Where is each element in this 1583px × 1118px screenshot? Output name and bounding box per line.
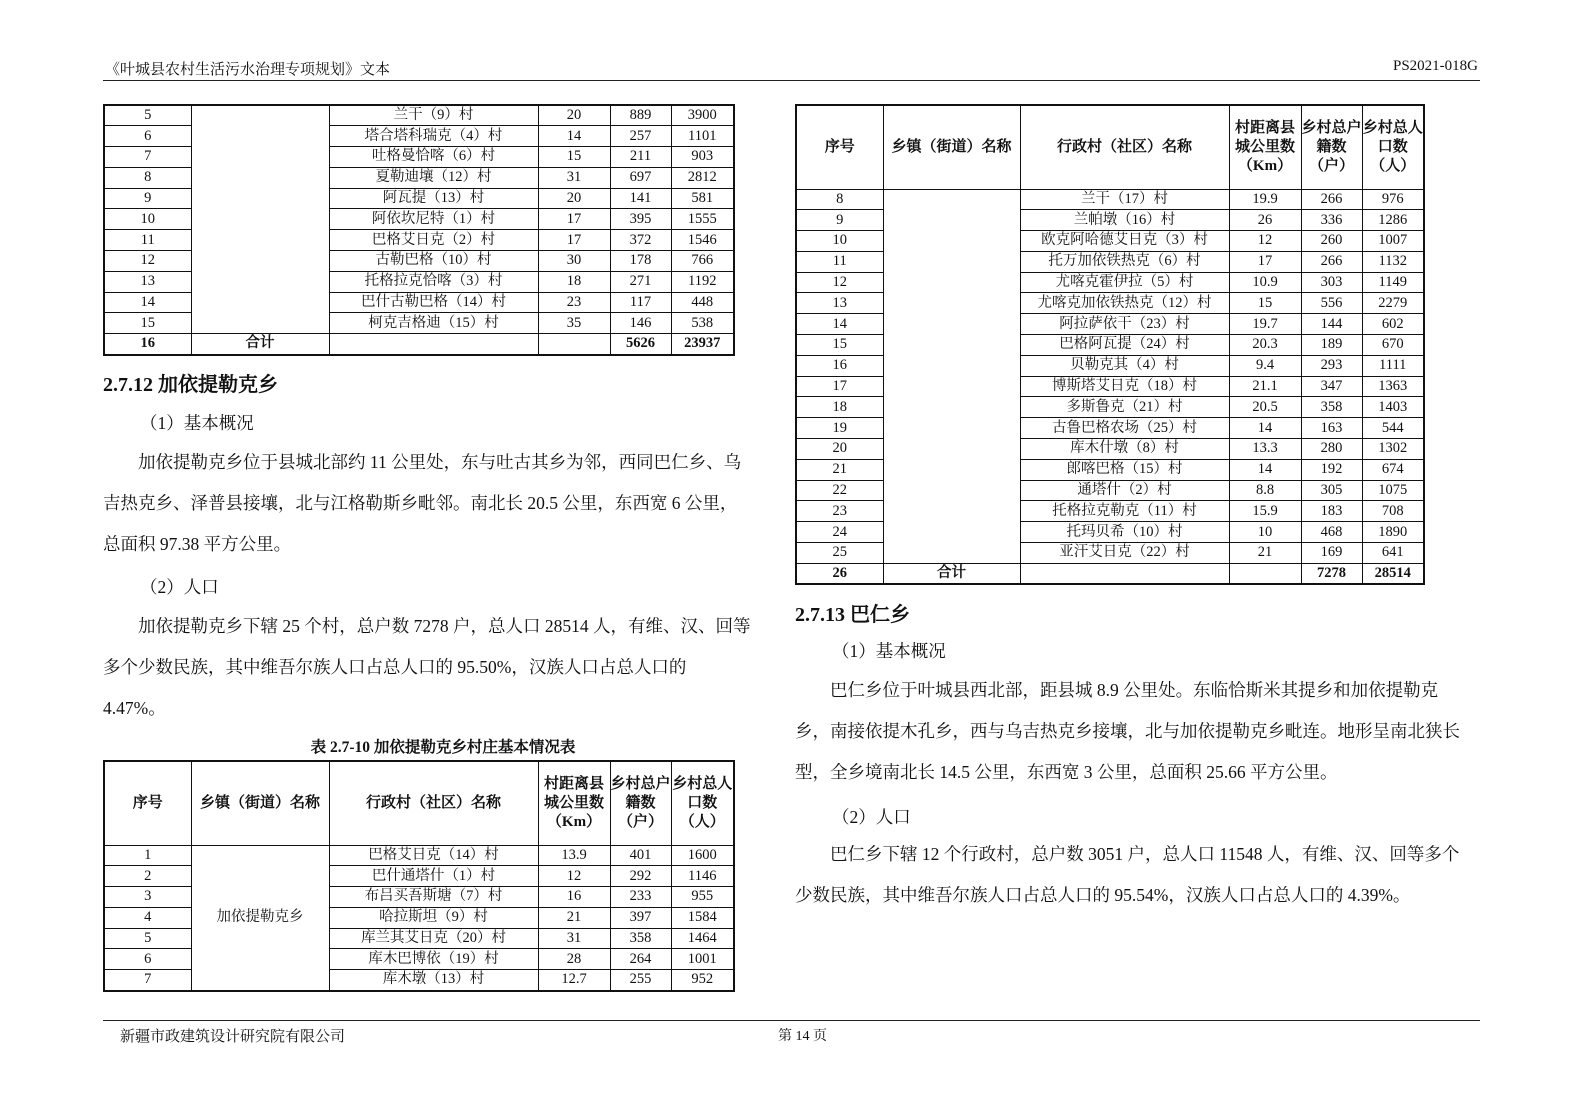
row-number: 9 <box>104 188 191 209</box>
distance-km: 21 <box>538 907 610 928</box>
village-name: 柯克吉格迪（15）村 <box>329 313 538 334</box>
distance-km: 20 <box>538 105 610 126</box>
town-name-cell: 加依提勒克乡 <box>191 845 329 991</box>
distance-km: 20.3 <box>1229 335 1301 356</box>
households: 183 <box>1301 501 1362 522</box>
row-number: 6 <box>104 949 191 970</box>
row-number: 26 <box>796 563 883 584</box>
population: 1600 <box>671 845 734 866</box>
households: 233 <box>610 887 671 908</box>
village-name: 巴格艾日克（2）村 <box>329 230 538 251</box>
population: 766 <box>671 251 734 272</box>
village-name: 阿瓦提（13）村 <box>329 188 538 209</box>
paragraph-population: 加依提勒克乡下辖 25 个村，总户数 7278 户，总人口 28514 人，有维、汉、回等多个少数民族，其中维吾尔族人口占总人口的 95.50%，汉族人口占总人口的 4.47%。 <box>103 616 751 718</box>
households: 697 <box>610 167 671 188</box>
row-number: 10 <box>796 231 883 252</box>
distance-km: 15.9 <box>1229 501 1301 522</box>
households: 169 <box>1301 543 1362 564</box>
households: 163 <box>1301 418 1362 439</box>
distance-km: 31 <box>538 928 610 949</box>
households: 117 <box>610 292 671 313</box>
row-number: 7 <box>104 147 191 168</box>
distance-km: 30 <box>538 251 610 272</box>
distance-km: 18 <box>538 271 610 292</box>
households: 372 <box>610 230 671 251</box>
population: 1584 <box>671 907 734 928</box>
table-row <box>796 189 1424 210</box>
distance-km: 21 <box>1229 543 1301 564</box>
header-rule <box>103 80 1480 81</box>
subsection-population: （2）人口 <box>140 577 219 597</box>
village-name: 欧克阿哈德艾日克（3）村 <box>1020 231 1229 252</box>
population: 1007 <box>1362 231 1424 252</box>
total-population: 28514 <box>1362 563 1424 584</box>
subsection-basic-overview: （1）基本概况 <box>832 641 946 661</box>
population: 1101 <box>671 126 734 147</box>
row-number: 9 <box>796 210 883 231</box>
distance-km: 14 <box>1229 459 1301 480</box>
paragraph-overview: 加依提勒克乡位于县城北部约 11 公里处，东与吐古其乡为邻，西同巴仁乡、乌吉热克乡、泽普县接壤，北与江格勒斯乡毗邻。南北长 20.5 公里，东西宽 6 公里，总面积 97.38 平方公里。 <box>103 452 742 554</box>
population: 1192 <box>671 271 734 292</box>
distance-km: 19.9 <box>1229 189 1301 210</box>
distance-km: 13.9 <box>538 845 610 866</box>
row-number: 24 <box>796 522 883 543</box>
households: 257 <box>610 126 671 147</box>
table-caption: 表 2.7-10 加依提勒克乡村庄基本情况表 <box>310 739 576 756</box>
row-number: 5 <box>104 928 191 949</box>
households: 397 <box>610 907 671 928</box>
town-name-cell <box>883 189 1020 563</box>
households: 146 <box>610 313 671 334</box>
distance-km: 28 <box>538 949 610 970</box>
page-number: 第 14 页 <box>778 1029 827 1044</box>
village-name: 兰干（17）村 <box>1020 189 1229 210</box>
households: 141 <box>610 188 671 209</box>
village-name: 库木巴博依（19）村 <box>329 949 538 970</box>
table-header-row <box>104 761 734 845</box>
total-row <box>104 334 734 355</box>
distance-km: 23 <box>538 292 610 313</box>
total-population: 23937 <box>671 334 734 355</box>
distance-km: 17 <box>538 230 610 251</box>
population: 1132 <box>1362 251 1424 272</box>
village-name: 博斯塔艾日克（18）村 <box>1020 376 1229 397</box>
village-name: 托万加依铁热克（6）村 <box>1020 251 1229 272</box>
households: 347 <box>1301 376 1362 397</box>
empty-cell <box>538 334 610 355</box>
village-name: 贝勒克其（4）村 <box>1020 355 1229 376</box>
households: 211 <box>610 147 671 168</box>
households: 189 <box>1301 335 1362 356</box>
population: 1149 <box>1362 272 1424 293</box>
village-name: 巴什通塔什（1）村 <box>329 866 538 887</box>
row-number: 25 <box>796 543 883 564</box>
village-name: 古勒巴格（10）村 <box>329 251 538 272</box>
village-name: 郎喀巴格（15）村 <box>1020 459 1229 480</box>
row-number: 15 <box>796 335 883 356</box>
row-number: 13 <box>104 271 191 292</box>
population: 1546 <box>671 230 734 251</box>
distance-km: 12.7 <box>538 970 610 991</box>
distance-km: 21.1 <box>1229 376 1301 397</box>
households: 556 <box>1301 293 1362 314</box>
row-number: 16 <box>796 355 883 376</box>
total-households: 5626 <box>610 334 671 355</box>
village-name: 兰干（9）村 <box>329 105 538 126</box>
row-number: 14 <box>796 314 883 335</box>
village-name: 巴什古勒巴格（14）村 <box>329 292 538 313</box>
header-town: 乡镇（街道）名称 <box>883 105 1020 189</box>
header-no: 序号 <box>796 105 883 189</box>
households: 255 <box>610 970 671 991</box>
section-heading-2-7-12: 2.7.12 加依提勒克乡 <box>103 374 278 396</box>
row-number: 2 <box>104 866 191 887</box>
population: 955 <box>671 887 734 908</box>
households: 280 <box>1301 439 1362 460</box>
table-header-row <box>796 105 1424 189</box>
village-name: 吐格曼恰喀（6）村 <box>329 147 538 168</box>
distance-km: 17 <box>538 209 610 230</box>
village-name: 阿依坎尼特（1）村 <box>329 209 538 230</box>
paragraph-overview: 巴仁乡位于叶城县西北部，距县城 8.9 公里处。东临恰斯米其提乡和加依提勒克乡，南接依提木孔乡，西与乌吉热克乡接壤，北与加依提勒克乡毗连。地形呈南北狭长型，全乡境南北长 14.5 公里，东西宽 3 公里，总面积 25.66 平方公里。 <box>795 680 1460 782</box>
row-number: 15 <box>104 313 191 334</box>
header-population: 乡村总人口数（人） <box>1362 105 1424 189</box>
village-name: 夏勒迪壤（12）村 <box>329 167 538 188</box>
population: 1111 <box>1362 355 1424 376</box>
population: 674 <box>1362 459 1424 480</box>
households: 305 <box>1301 480 1362 501</box>
header-town: 乡镇（街道）名称 <box>191 761 329 845</box>
header-population: 乡村总人口数（人） <box>671 761 734 845</box>
table-row <box>104 845 734 866</box>
households: 144 <box>1301 314 1362 335</box>
population: 602 <box>1362 314 1424 335</box>
total-row <box>796 563 1424 584</box>
row-number: 4 <box>104 907 191 928</box>
village-name: 塔合塔科瑞克（4）村 <box>329 126 538 147</box>
row-number: 19 <box>796 418 883 439</box>
distance-km: 13.3 <box>1229 439 1301 460</box>
population: 670 <box>1362 335 1424 356</box>
total-households: 7278 <box>1301 563 1362 584</box>
paragraph-population: 巴仁乡下辖 12 个行政村，总户数 3051 户，总人口 11548 人，有维、汉、回等多个少数民族，其中维吾尔族人口占总人口的 95.54%，汉族人口占总人口的 4.39%。 <box>795 844 1460 905</box>
village-name: 尤喀克加依铁热克（12）村 <box>1020 293 1229 314</box>
population: 2279 <box>1362 293 1424 314</box>
table-row <box>104 105 734 126</box>
town-name-cell <box>191 105 329 334</box>
row-number: 10 <box>104 209 191 230</box>
row-number: 22 <box>796 480 883 501</box>
population: 538 <box>671 313 734 334</box>
households: 271 <box>610 271 671 292</box>
households: 889 <box>610 105 671 126</box>
village-name: 通塔什（2）村 <box>1020 480 1229 501</box>
row-number: 20 <box>796 439 883 460</box>
total-label: 合计 <box>191 334 329 355</box>
row-number: 8 <box>104 167 191 188</box>
section-heading-2-7-13: 2.7.13 巴仁乡 <box>795 604 910 626</box>
header-village: 行政村（社区）名称 <box>329 761 538 845</box>
population: 1403 <box>1362 397 1424 418</box>
village-name: 巴格艾日克（14）村 <box>329 845 538 866</box>
subsection-basic-overview: （1）基本概况 <box>140 413 254 433</box>
footer-rule <box>103 1020 1480 1021</box>
table-2-7-10-part1 <box>103 760 735 992</box>
population: 641 <box>1362 543 1424 564</box>
village-name: 亚汗艾日克（22）村 <box>1020 543 1229 564</box>
row-number: 11 <box>104 230 191 251</box>
subsection-population: （2）人口 <box>832 807 911 827</box>
document-code: PS2021-018G <box>1392 58 1478 74</box>
distance-km: 35 <box>538 313 610 334</box>
distance-km: 8.8 <box>1229 480 1301 501</box>
population: 1363 <box>1362 376 1424 397</box>
distance-km: 31 <box>538 167 610 188</box>
distance-km: 14 <box>1229 418 1301 439</box>
distance-km: 12 <box>1229 231 1301 252</box>
row-number: 16 <box>104 334 191 355</box>
table-continuation <box>103 104 735 356</box>
header-village: 行政村（社区）名称 <box>1020 105 1229 189</box>
village-name: 兰帕墩（16）村 <box>1020 210 1229 231</box>
row-number: 12 <box>104 251 191 272</box>
row-number: 14 <box>104 292 191 313</box>
distance-km: 9.4 <box>1229 355 1301 376</box>
empty-cell <box>1020 563 1229 584</box>
header-distance: 村距离县城公里数（Km） <box>538 761 610 845</box>
total-label: 合计 <box>883 563 1020 584</box>
households: 192 <box>1301 459 1362 480</box>
population: 3900 <box>671 105 734 126</box>
households: 395 <box>610 209 671 230</box>
header-households: 乡村总户籍数（户） <box>1301 105 1362 189</box>
village-name: 托玛贝希（10）村 <box>1020 522 1229 543</box>
empty-cell <box>1229 563 1301 584</box>
header-no: 序号 <box>104 761 191 845</box>
population: 1075 <box>1362 480 1424 501</box>
distance-km: 10.9 <box>1229 272 1301 293</box>
distance-km: 20.5 <box>1229 397 1301 418</box>
population: 1302 <box>1362 439 1424 460</box>
village-name: 哈拉斯坦（9）村 <box>329 907 538 928</box>
distance-km: 16 <box>538 887 610 908</box>
distance-km: 19.7 <box>1229 314 1301 335</box>
population: 903 <box>671 147 734 168</box>
households: 292 <box>610 866 671 887</box>
header-distance: 村距离县城公里数（Km） <box>1229 105 1301 189</box>
row-number: 11 <box>796 251 883 272</box>
population: 952 <box>671 970 734 991</box>
header-households: 乡村总户籍数（户） <box>610 761 671 845</box>
population: 581 <box>671 188 734 209</box>
row-number: 21 <box>796 459 883 480</box>
households: 293 <box>1301 355 1362 376</box>
households: 264 <box>610 949 671 970</box>
population: 1286 <box>1362 210 1424 231</box>
distance-km: 14 <box>538 126 610 147</box>
row-number: 17 <box>796 376 883 397</box>
households: 266 <box>1301 189 1362 210</box>
empty-cell <box>329 334 538 355</box>
row-number: 8 <box>796 189 883 210</box>
village-name: 库兰其艾日克（20）村 <box>329 928 538 949</box>
row-number: 6 <box>104 126 191 147</box>
village-name: 库木什墩（8）村 <box>1020 439 1229 460</box>
population: 1890 <box>1362 522 1424 543</box>
row-number: 7 <box>104 970 191 991</box>
households: 336 <box>1301 210 1362 231</box>
population: 1555 <box>671 209 734 230</box>
village-name: 古鲁巴格农场（25）村 <box>1020 418 1229 439</box>
village-name: 托格拉克勒克（11）村 <box>1020 501 1229 522</box>
households: 401 <box>610 845 671 866</box>
households: 358 <box>610 928 671 949</box>
distance-km: 12 <box>538 866 610 887</box>
village-name: 托格拉克恰喀（3）村 <box>329 271 538 292</box>
row-number: 5 <box>104 105 191 126</box>
households: 358 <box>1301 397 1362 418</box>
distance-km: 15 <box>1229 293 1301 314</box>
distance-km: 17 <box>1229 251 1301 272</box>
population: 1001 <box>671 949 734 970</box>
distance-km: 15 <box>538 147 610 168</box>
row-number: 12 <box>796 272 883 293</box>
distance-km: 10 <box>1229 522 1301 543</box>
village-name: 巴格阿瓦提（24）村 <box>1020 335 1229 356</box>
table-2-7-10-part2 <box>795 104 1425 585</box>
households: 178 <box>610 251 671 272</box>
population: 448 <box>671 292 734 313</box>
population: 976 <box>1362 189 1424 210</box>
row-number: 13 <box>796 293 883 314</box>
row-number: 18 <box>796 397 883 418</box>
population: 544 <box>1362 418 1424 439</box>
row-number: 23 <box>796 501 883 522</box>
population: 1464 <box>671 928 734 949</box>
households: 260 <box>1301 231 1362 252</box>
population: 2812 <box>671 167 734 188</box>
households: 266 <box>1301 251 1362 272</box>
village-name: 阿拉萨依干（23）村 <box>1020 314 1229 335</box>
document-title: 《叶城县农村生活污水治理专项规划》文本 <box>105 62 391 78</box>
population: 708 <box>1362 501 1424 522</box>
company-name: 新疆市政建筑设计研究院有限公司 <box>120 1029 346 1045</box>
village-name: 尤喀克霍伊拉（5）村 <box>1020 272 1229 293</box>
row-number: 3 <box>104 887 191 908</box>
households: 468 <box>1301 522 1362 543</box>
village-name: 库木墩（13）村 <box>329 970 538 991</box>
households: 303 <box>1301 272 1362 293</box>
village-name: 布吕买吾斯塘（7）村 <box>329 887 538 908</box>
village-name: 多斯鲁克（21）村 <box>1020 397 1229 418</box>
row-number: 1 <box>104 845 191 866</box>
population: 1146 <box>671 866 734 887</box>
distance-km: 26 <box>1229 210 1301 231</box>
distance-km: 20 <box>538 188 610 209</box>
